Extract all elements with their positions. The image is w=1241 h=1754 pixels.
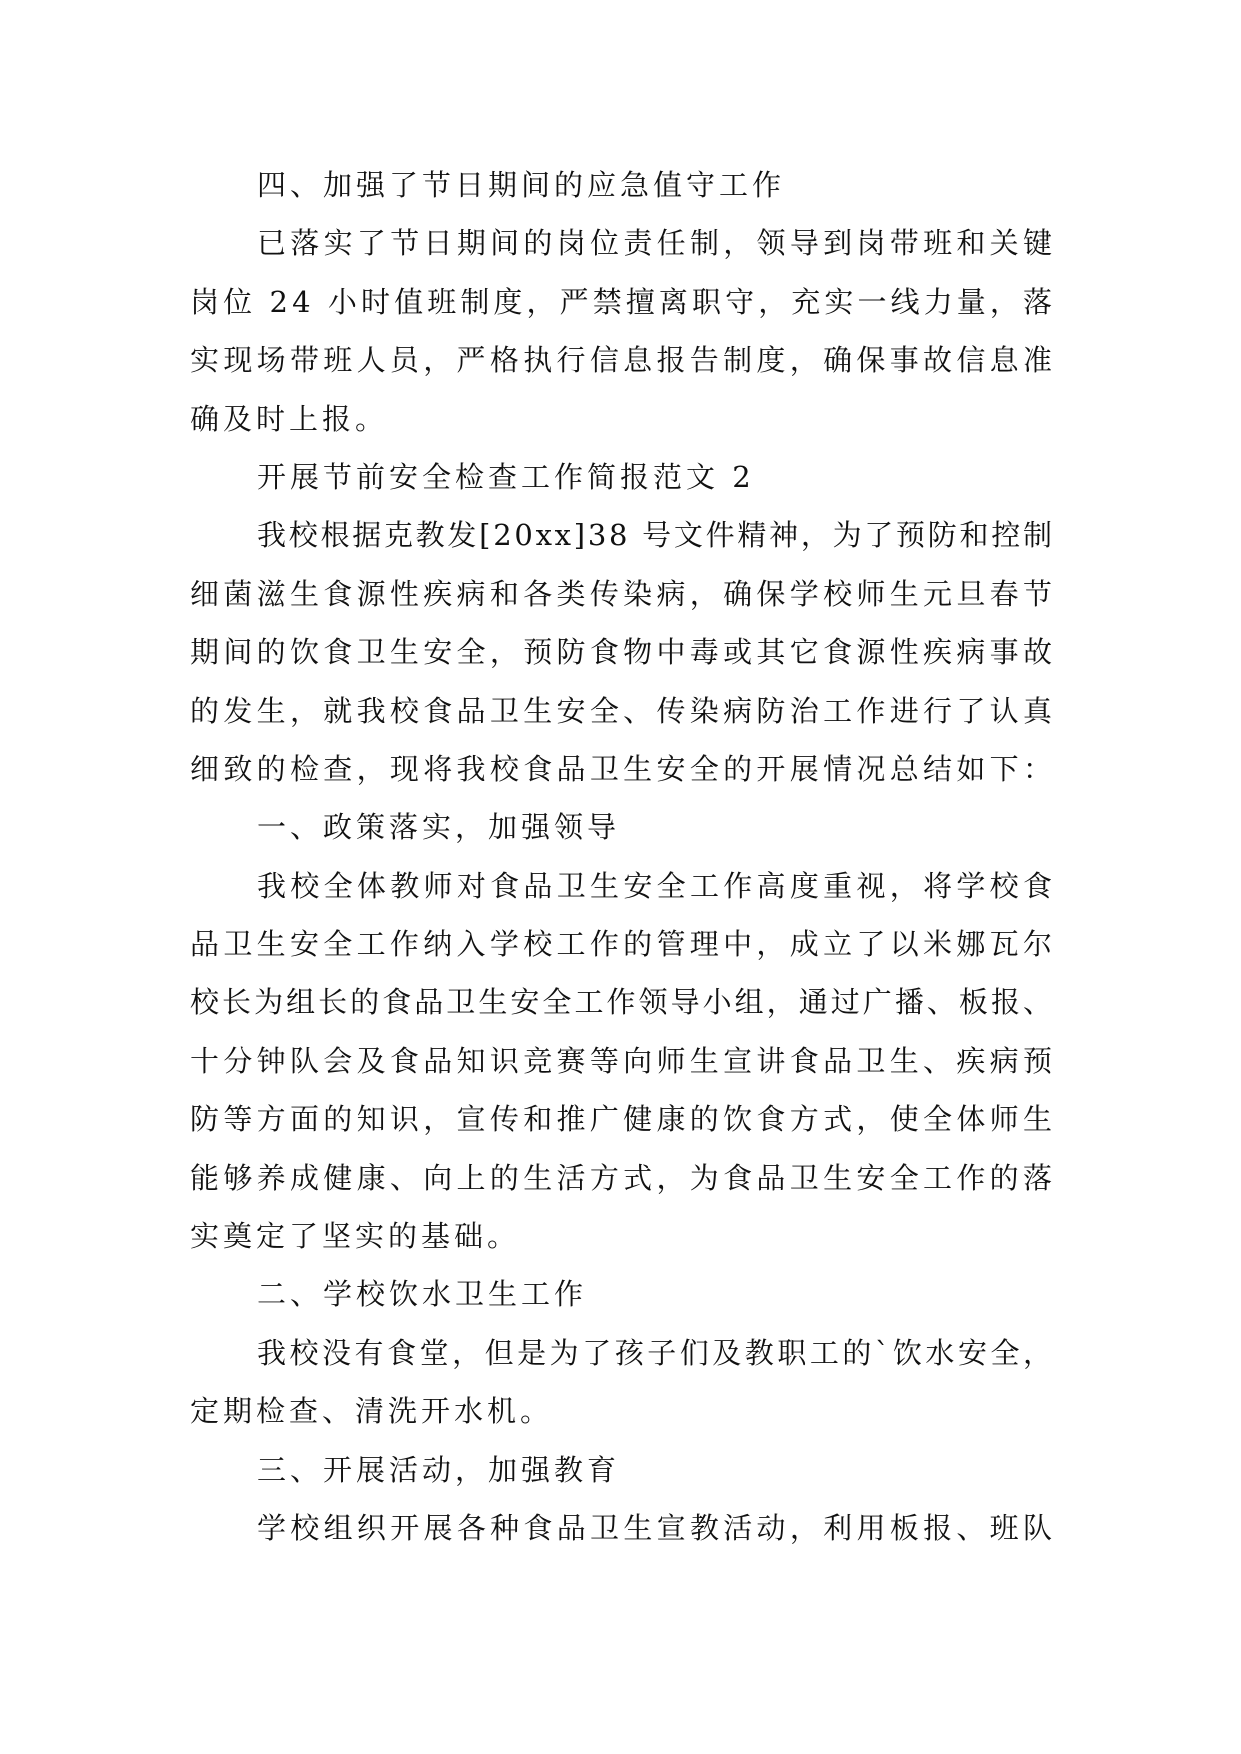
document-title bbox=[190, 448, 1052, 506]
section-heading bbox=[190, 1441, 1052, 1499]
text-line: 我校全体教师对食品卫生安全工作高度重视，将学校食 bbox=[257, 868, 1057, 903]
heading-text: 二、学校饮水卫生工作 bbox=[257, 1277, 588, 1312]
text-line: 确及时上报。 bbox=[190, 401, 389, 436]
text-line: 已落实了节日期间的岗位责任制，领导到岗带班和关键 bbox=[257, 226, 1057, 261]
paragraph bbox=[190, 1324, 1056, 1441]
text-line: 校长为组长的食品卫生安全工作领导小组，通过广播、板报、 bbox=[190, 985, 1056, 1020]
section-heading bbox=[190, 156, 1052, 214]
document-body bbox=[190, 156, 1057, 1557]
text-line: 十分钟队会及食品知识竞赛等向师生宣讲食品卫生、疾病预 bbox=[190, 1043, 1057, 1078]
text-line: 学校组织开展各种食品卫生宣教活动，利用板报、班队 bbox=[257, 1510, 1057, 1545]
heading-text: 四、加强了节日期间的应急值守工作 bbox=[257, 168, 786, 202]
text-line: 的发生，就我校食品卫生安全、传染病防治工作进行了认真 bbox=[190, 693, 1057, 728]
text-line: 防等方面的知识，宣传和推广健康的饮食方式，使全体师生 bbox=[190, 1102, 1057, 1137]
heading-text: 一、政策落实，加强领导 bbox=[257, 810, 621, 845]
text-line: 能够养成健康、向上的生活方式，为食品卫生安全工作的落 bbox=[190, 1160, 1057, 1195]
text-line: 细菌滋生食源性疾病和各类传染病，确保学校师生元旦春节 bbox=[190, 576, 1057, 611]
text-line: 定期检查、清洗开水机。 bbox=[190, 1394, 554, 1429]
paragraph bbox=[190, 1499, 1057, 1557]
title-text: 开展节前安全检查工作简报范文 2 bbox=[257, 459, 755, 494]
text-line: 岗位 24 小时值班制度，严禁擅离职守，充实一线力量，落 bbox=[190, 284, 1057, 319]
text-line: 实奠定了坚实的基础。 bbox=[190, 1219, 521, 1254]
heading-text: 三、开展活动，加强教育 bbox=[257, 1452, 621, 1487]
paragraph bbox=[190, 506, 1057, 798]
text-line: 我校根据克教发[20xx]38 号文件精神，为了预防和控制 bbox=[257, 518, 1055, 553]
paragraph bbox=[190, 857, 1057, 1266]
section-heading bbox=[190, 1265, 1052, 1323]
text-line: 实现场带班人员，严格执行信息报告制度，确保事故信息准 bbox=[190, 343, 1057, 378]
text-line: 细致的检查，现将我校食品卫生安全的开展情况总结如下： bbox=[190, 751, 1057, 786]
paragraph bbox=[190, 214, 1057, 448]
text-line: 品卫生安全工作纳入学校工作的管理中，成立了以米娜瓦尔 bbox=[190, 927, 1057, 962]
text-line: 期间的饮食卫生安全，预防食物中毒或其它食源性疾病事故 bbox=[190, 635, 1057, 670]
section-heading bbox=[190, 798, 1052, 856]
text-line: 我校没有食堂，但是为了孩子们及教职工的`饮水安全， bbox=[257, 1335, 1056, 1370]
